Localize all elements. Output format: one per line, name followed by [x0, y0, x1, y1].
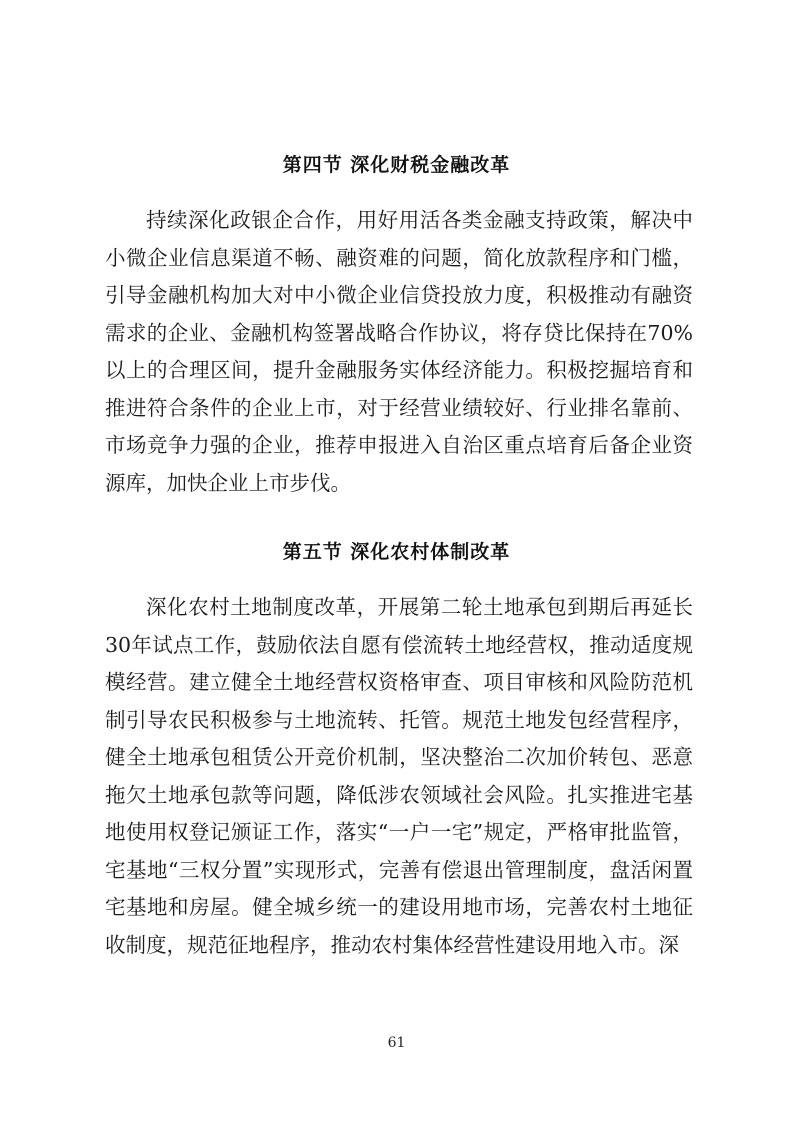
page-number: 61	[387, 1035, 406, 1051]
section-heading-4: 第四节 深化财税金融改革	[282, 154, 511, 176]
section-5-paragraph: 深化农村土地制度改革，开展第二轮土地承包到期后再延长30年试点工作，鼓励依法自愿有偿流转土地经营权，推动适度规模经营。建立健全土地经营权资格审查、项目审核和风险防范机制引导农民积极参与土地流转、托管。规范土地发包经营程序，健全土地承包租赁公开竞价机制，坚决整治二次加价转包、恶意拖欠土地承包款等问题，降低涉农领域社会风险。扎实推进宅基地使用权登记颁证工作，落实“一户一宅”规定，严格审批监管，宅基地“三权分置”实现形式，完善有偿退出管理制度，盘活闲置宅基地和房屋。健全城乡统一的建设用地市场，完善农村土地征收制度，规范征地程序，推动农村集体经营性建设用地入市。深	[105, 595, 693, 957]
section-4-paragraph: 持续深化政银企合作，用好用活各类金融支持政策，解决中小微企业信息渠道不畅、融资难的问题，简化放款程序和门槛，引导金融机构加大对中小微企业信贷投放力度，积极推动有融资需求的企业、金融机构签署战略合作协议，将存贷比保持在70%以上的合理区间，提升金融服务实体经济能力。积极挖掘培育和推进符合条件的企业上市，对于经营业绩较好、行业排名靠前、市场竞争力强的企业，推荐申报进入自治区重点培育后备企业资源库，加快企业上市步伐。	[105, 208, 693, 495]
section-heading-5: 第五节 深化农村体制改革	[282, 541, 511, 563]
